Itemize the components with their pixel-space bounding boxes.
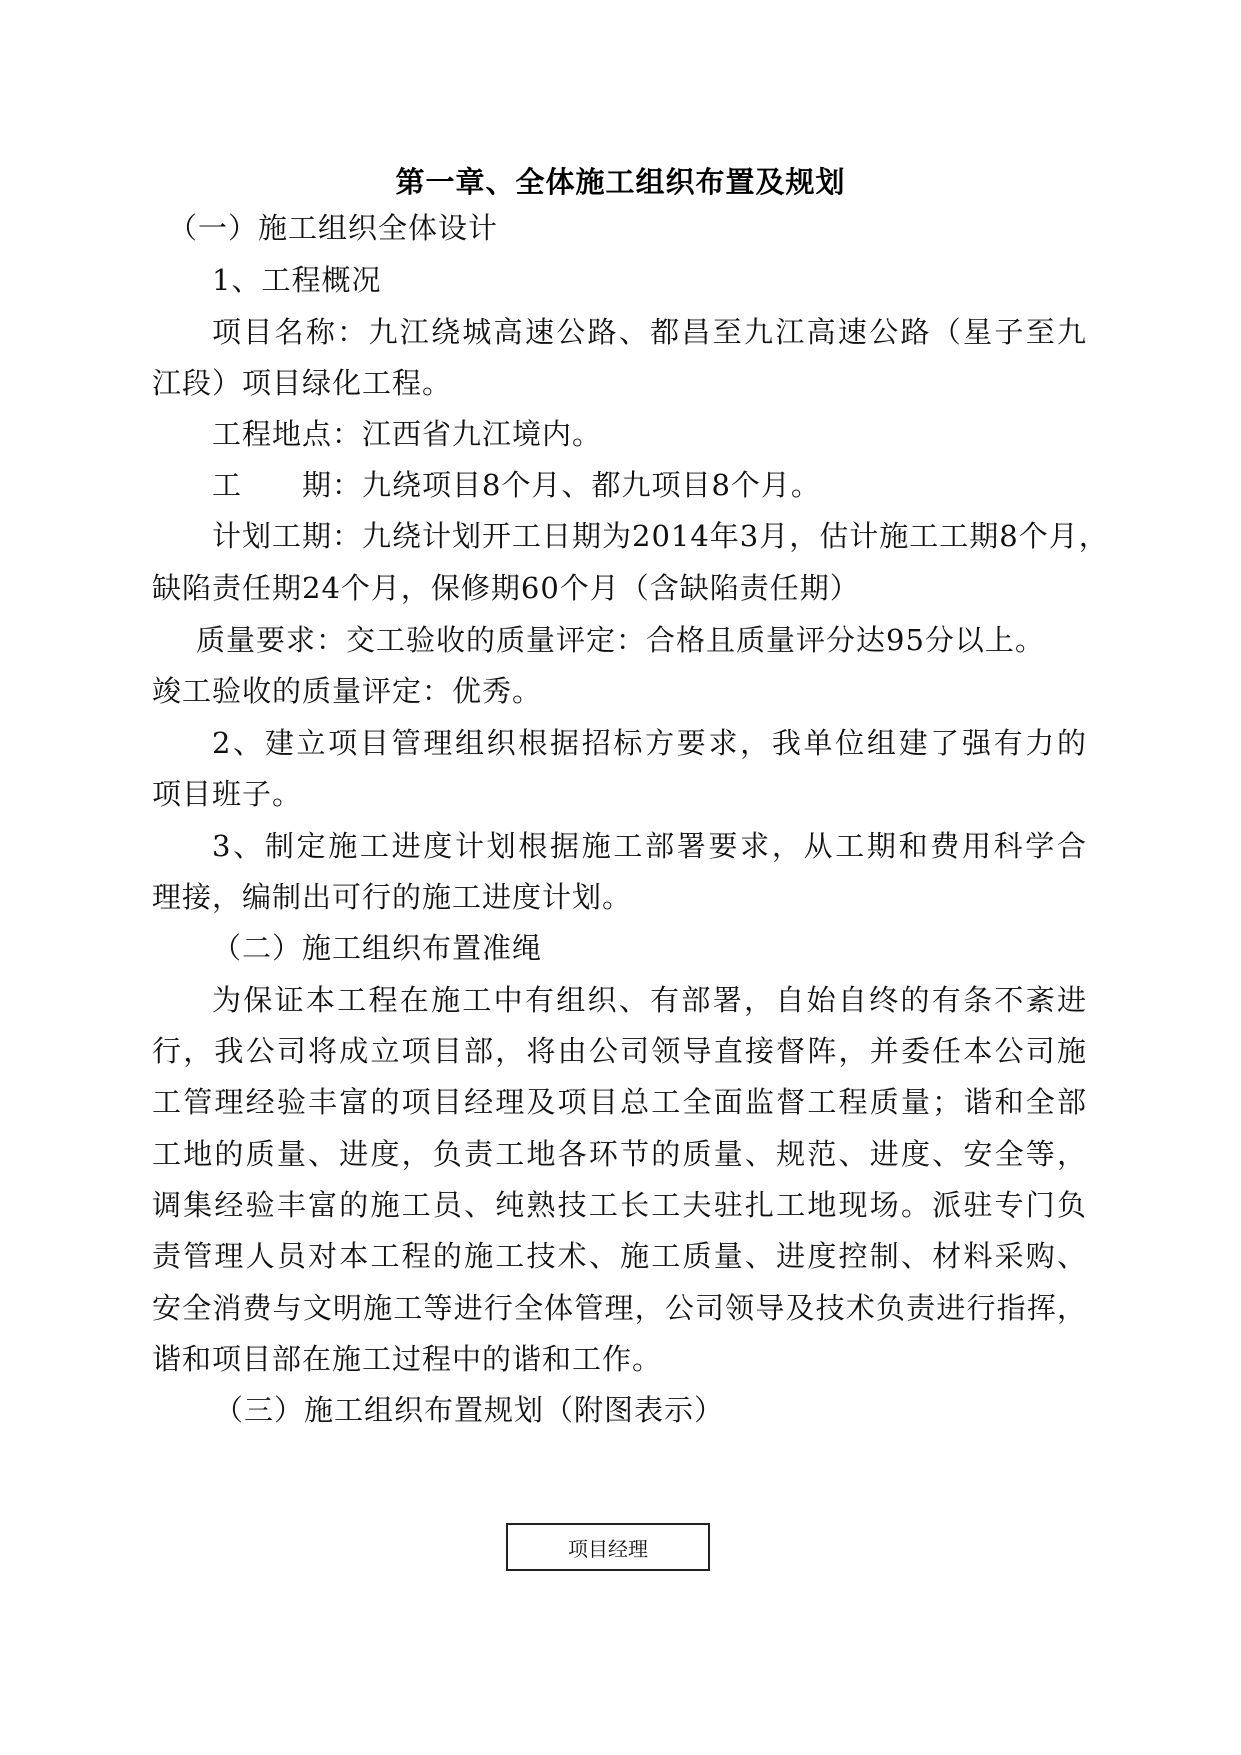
paragraph-line: 工 期：九绕项目8个月、都九项目8个月。 (212, 468, 821, 502)
paragraph-line: 工地的质量、进度，负责工地各环节的质量、规范、进度、安全等， (152, 1137, 1087, 1171)
paragraph-line: 项目班子。 (152, 777, 303, 811)
chapter-title: 第一章、全体施工组织布置及规划 (395, 165, 846, 199)
paragraph-line: 调集经验丰富的施工员、纯熟技工长工夫驻扎工地现场。派驻专门负 (152, 1188, 1087, 1222)
section-heading-2: （二）施工组织布置准绳 (212, 931, 543, 965)
paragraph-line: 3、制定施工进度计划根据施工部署要求，从工期和费用科学合 (212, 829, 1087, 863)
paragraph-line: 理接，编制出可行的施工进度计划。 (152, 880, 633, 914)
paragraph-line: 工管理经验丰富的项目经理及项目总工全面监督工程质量；谐和全部 (152, 1085, 1087, 1119)
section-heading-3: （三）施工组织布置规划（附图表示） (214, 1393, 725, 1427)
subsection-heading: 1、工程概况 (212, 263, 382, 297)
paragraph-line: 谐和项目部在施工过程中的谐和工作。 (152, 1342, 663, 1376)
paragraph-line: 工程地点：江西省九江境内。 (212, 417, 603, 451)
paragraph-line: 为保证本工程在施工中有组织、有部署，自始自终的有条不紊进 (212, 983, 1087, 1017)
paragraph-line: 2、建立项目管理组织根据招标方要求，我单位组建了强有力的 (212, 726, 1087, 760)
section-heading-1: （一）施工组织全体设计 (168, 211, 499, 245)
org-chart-project-manager-box (506, 1523, 710, 1571)
paragraph-line: 计划工期：九绕计划开工日期为2014年3月，估计施工工期8个月， (212, 519, 1109, 553)
paragraph-line: 责管理人员对本工程的施工技术、施工质量、进度控制、材料采购、 (152, 1239, 1087, 1273)
paragraph-line: 行，我公司将成立项目部，将由公司领导直接督阵，并委任本公司施 (152, 1034, 1087, 1068)
paragraph-line: 缺陷责任期24个月，保修期60个月（含缺陷责任期） (152, 571, 860, 605)
org-box-label: 项目经理 (568, 1536, 648, 1561)
paragraph-line: 安全消费与文明施工等进行全体管理，公司领导及技术负责进行指挥， (152, 1291, 1087, 1325)
paragraph-line: 项目名称：九江绕城高速公路、都昌至九江高速公路（星子至九 (212, 315, 1087, 349)
paragraph-line: 质量要求：交工验收的质量评定：合格且质量评分达95分以上。 (196, 623, 1045, 657)
paragraph-line: 竣工验收的质量评定：优秀。 (152, 674, 543, 708)
paragraph-line: 江段）项目绿化工程。 (152, 366, 453, 400)
